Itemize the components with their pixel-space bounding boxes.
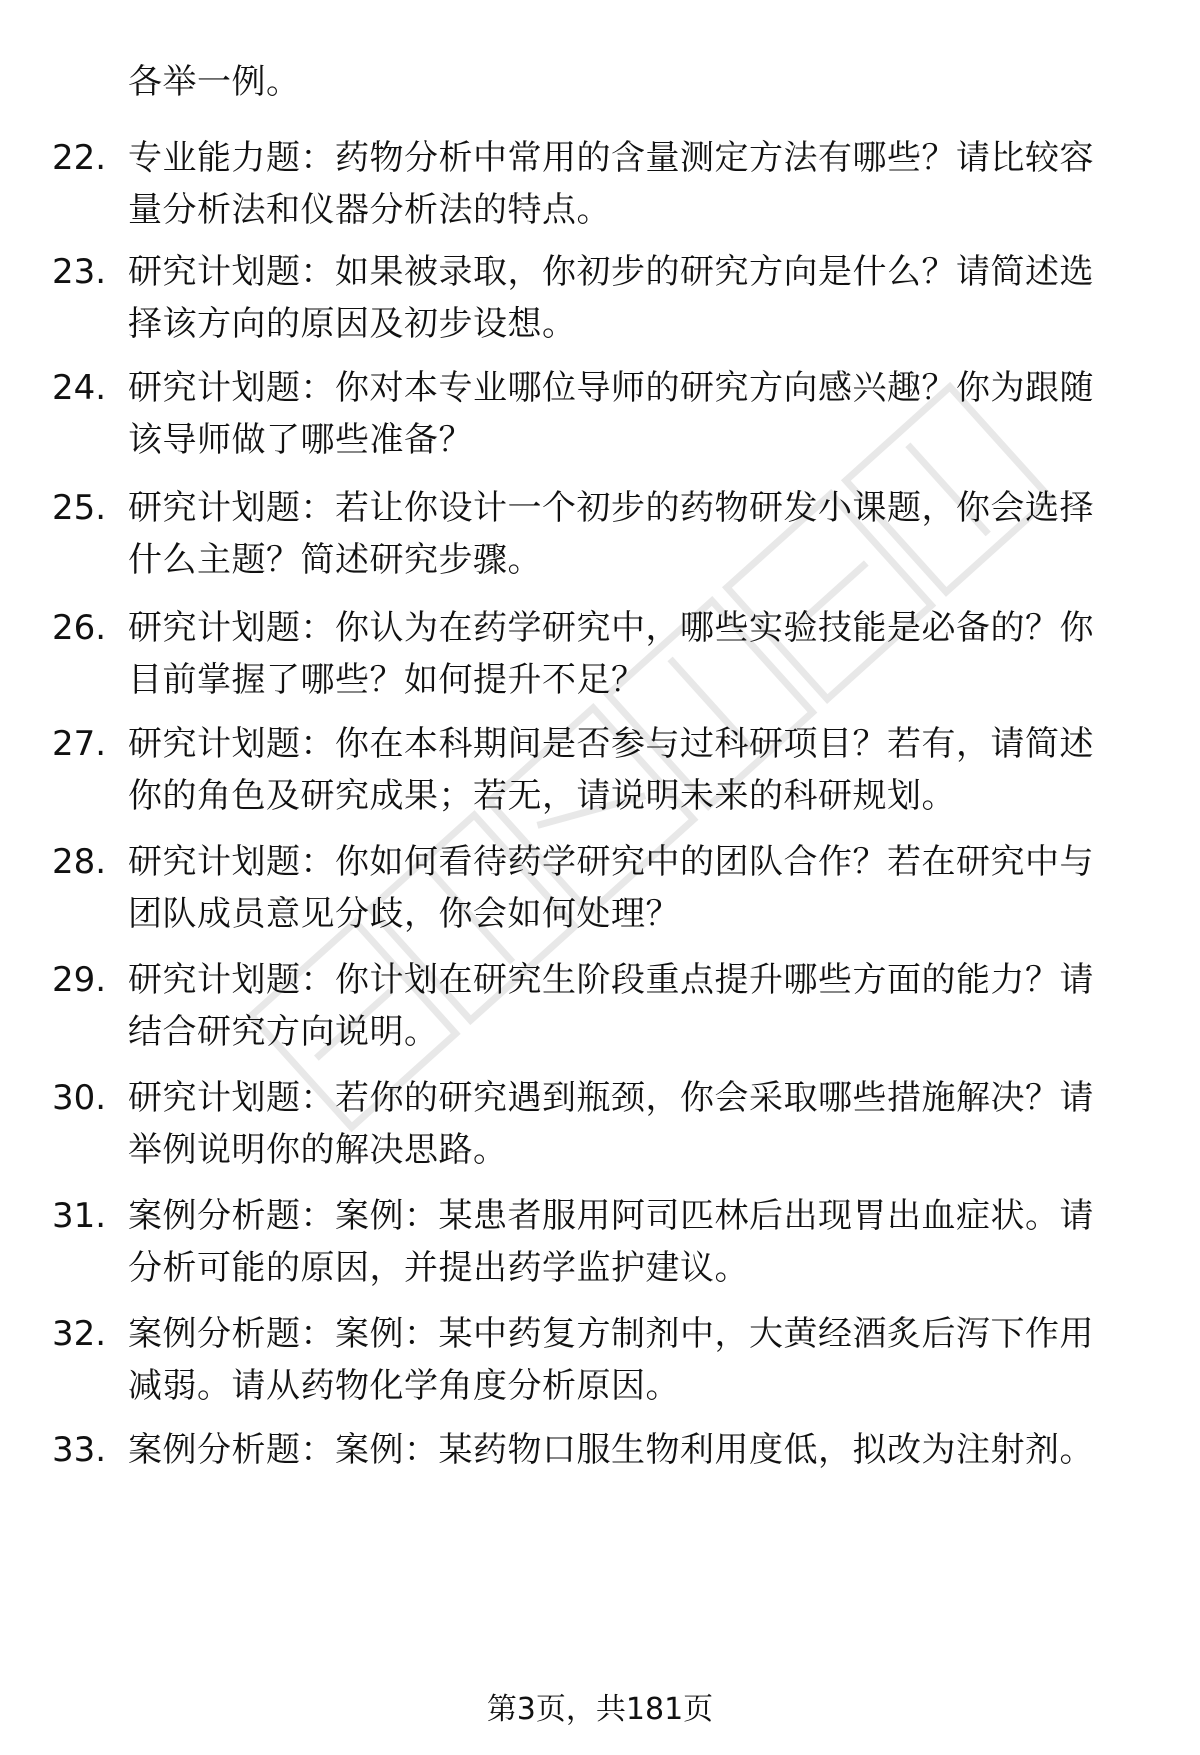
question-number: 29. [52,960,107,1000]
question-line: 案例分析题：案例：某中药复方制剂中，大黄经酒炙后泻下作用 [128,1314,1094,1354]
question-number: 30. [52,1078,107,1118]
question-line: 案例分析题：案例：某药物口服生物利用度低，拟改为注射剂。 [128,1430,1094,1470]
question-text [128,720,1148,820]
question-text [128,604,1148,704]
question-line: 分析可能的原因，并提出药学监护建议。 [128,1248,749,1288]
question-item [0,1192,1200,1292]
question-item [0,364,1200,464]
question-number: 23. [52,252,107,292]
question-item [0,838,1200,938]
question-number: 26. [52,608,107,648]
question-text [128,1192,1148,1292]
question-item [0,1426,1200,1526]
question-text [128,484,1148,584]
question-text [128,1426,1148,1474]
question-number: 22. [52,138,107,178]
question-line: 研究计划题：若让你设计一个初步的药物研发小课题，你会选择 [128,488,1094,528]
question-text [128,956,1148,1056]
question-line: 该导师做了哪些准备？ [128,420,473,460]
question-number: 32. [52,1314,107,1354]
question-line: 团队成员意见分歧，你会如何处理？ [128,894,680,934]
question-text [128,838,1148,938]
question-item [0,134,1200,234]
question-line: 案例分析题：案例：某患者服用阿司匹林后出现胃出血症状。请 [128,1196,1094,1236]
question-text [128,1074,1148,1174]
question-number: 28. [52,842,107,882]
question-line: 研究计划题：若你的研究遇到瓶颈，你会采取哪些措施解决？请 [128,1078,1094,1118]
question-number: 31. [52,1196,107,1236]
question-number: 33. [52,1430,107,1470]
question-line: 研究计划题：你在本科期间是否参与过科研项目？若有，请简述 [128,724,1094,764]
question-line: 结合研究方向说明。 [128,1012,439,1052]
question-text [128,248,1148,348]
question-line: 研究计划题：你计划在研究生阶段重点提升哪些方面的能力？请 [128,960,1094,1000]
question-text [128,1310,1148,1410]
question-number: 27. [52,724,107,764]
question-line: 你的角色及研究成果；若无，请说明未来的科研规划。 [128,776,956,816]
question-item [0,604,1200,704]
question-number: 25. [52,488,107,528]
question-line: 择该方向的原因及初步设想。 [128,304,577,344]
question-item [0,248,1200,348]
question-line: 研究计划题：你认为在药学研究中，哪些实验技能是必备的？你 [128,608,1094,648]
question-line: 研究计划题：如果被录取，你初步的研究方向是什么？请简述选 [128,252,1094,292]
question-item [0,1310,1200,1410]
question-line: 减弱。请从药物化学角度分析原因。 [128,1366,680,1406]
question-line: 研究计划题：你如何看待药学研究中的团队合作？若在研究中与 [128,842,1094,882]
question-item [0,1074,1200,1174]
question-line: 研究计划题：你对本专业哪位导师的研究方向感兴趣？你为跟随 [128,368,1094,408]
question-line: 什么主题？简述研究步骤。 [128,540,542,580]
page-footer: 第3页，共181页 [486,1692,714,1727]
question-number: 24. [52,368,107,408]
question-item [0,956,1200,1056]
question-text [128,134,1148,234]
question-line: 举例说明你的解决思路。 [128,1130,508,1170]
question-item [0,720,1200,820]
question-text [128,364,1148,464]
question-line: 专业能力题：药物分析中常用的含量测定方法有哪些？请比较容 [128,138,1094,178]
intro-line: 各举一例。 [128,62,301,102]
question-line: 量分析法和仪器分析法的特点。 [128,190,611,230]
question-item [0,484,1200,584]
question-line: 目前掌握了哪些？如何提升不足？ [128,660,646,700]
